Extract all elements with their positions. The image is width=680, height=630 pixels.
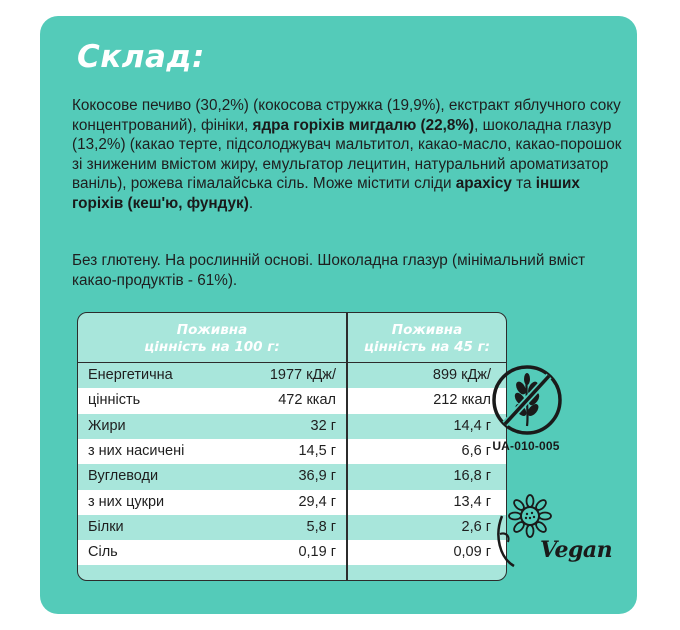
header-per-45g-line2: цінність на 45 г: (363, 339, 491, 355)
table-row (78, 414, 506, 439)
ingredients-part-1: Кокосове печиво (30,2%) (кокосова стружка (19,9%), екстракт яблучного соку концентрований), фініки, (72, 97, 621, 134)
row-value-100g: 472 ккал (278, 392, 336, 409)
row-value-100g: 29,4 г (298, 493, 336, 510)
table-row (78, 464, 506, 489)
allergen-peanut: арахісу (455, 175, 512, 193)
row-value-45g: 14,4 г (453, 417, 491, 434)
row-value-45g: 0,09 г (453, 544, 491, 561)
vegan-label: Vegan (540, 537, 613, 563)
row-value-45g: 2,6 г (461, 518, 491, 535)
table-row (78, 388, 506, 413)
table-column-divider (346, 313, 348, 580)
row-value-100g: 0,19 г (298, 544, 336, 561)
nutrition-table (77, 312, 507, 581)
ingredients-part-2: , шоколадна глазур (13,2%) (какао терте, підсолоджувач мальтитол, какао-масло, какао-порошок зі зниженим вмістом жиру, емульгатор лецитин, натуральний ароматизатор ваніль), рожева гімалайська сіль. Може містити сліди (72, 116, 622, 193)
composition-card (40, 16, 637, 614)
table-row (78, 515, 506, 540)
row-value-45g: 899 кДж/ (432, 367, 491, 383)
ingredients-part-4: . (248, 194, 254, 212)
ingredients-text (72, 96, 624, 214)
header-per-100g-line1: Поживна (176, 322, 248, 338)
row-label: з них цукри (88, 493, 165, 510)
row-value-100g: 36,9 г (298, 468, 336, 485)
row-label: Жири (88, 417, 126, 434)
table-row (78, 490, 506, 515)
table-row (78, 439, 506, 464)
row-value-45g: 13,4 г (453, 493, 491, 510)
allergen-almond: ядра горіхів мигдалю (22,8%) (252, 116, 475, 134)
table-row (78, 363, 506, 388)
row-value-100g: 1977 кДж/ (269, 367, 336, 383)
row-label: Білки (88, 518, 124, 535)
composition-title: Склад: (77, 39, 205, 75)
allergen-other-nuts: інших горіхів (кеш'ю, фундук) (72, 175, 580, 212)
row-label: Енергетична (88, 367, 173, 383)
row-value-100g: 14,5 г (298, 442, 336, 459)
row-label: Сіль (88, 544, 118, 561)
nutrition-table-header (78, 313, 506, 363)
row-label: з них насичені (88, 442, 185, 459)
ingredients-part-3: та (511, 175, 536, 193)
row-value-45g: 6,6 г (461, 442, 491, 459)
header-per-100g (78, 322, 346, 356)
row-label: цінність (88, 392, 141, 409)
table-row (78, 540, 506, 565)
header-per-100g-line2: цінність на 100 г: (144, 339, 280, 355)
row-value-45g: 16,8 г (453, 468, 491, 485)
row-value-100g: 5,8 г (306, 518, 336, 535)
row-value-45g: 212 ккал (433, 392, 491, 409)
row-value-100g: 32 г (310, 417, 336, 434)
row-label: Вуглеводи (88, 468, 159, 485)
product-notes: Без глютену. На рослинній основі. Шоколадна глазур (мінімальний вміст какао-продуктів - 61%). (72, 252, 586, 289)
header-per-45g (348, 322, 506, 356)
gluten-free-code: UA-010-005 (492, 439, 560, 453)
header-per-45g-line1: Поживна (391, 322, 463, 338)
